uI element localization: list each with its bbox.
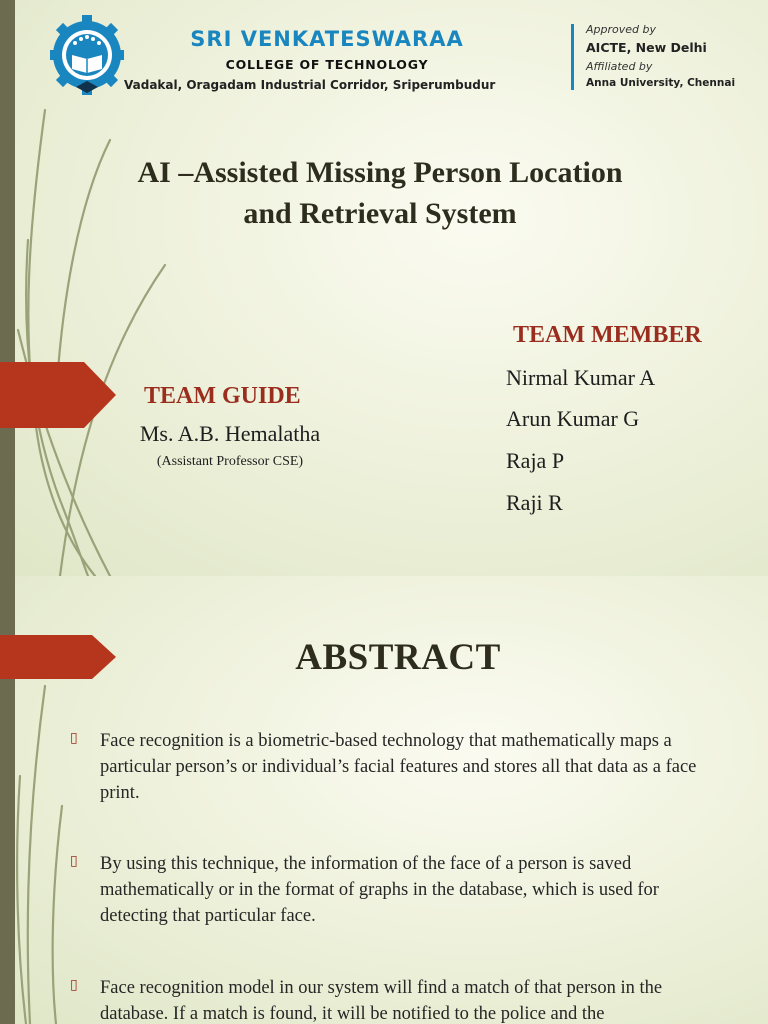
abstract-title: ABSTRACT <box>295 637 501 678</box>
college-name: SRI VENKATESWARAA <box>190 27 464 51</box>
approved-by-label: Approved by <box>586 23 656 36</box>
abstract-slide <box>0 576 768 1024</box>
affiliated-by-label: Affiliated by <box>586 60 653 73</box>
approval-divider <box>571 24 574 90</box>
team-guide-heading: TEAM GUIDE <box>144 383 301 409</box>
approved-by-value: AICTE, New Delhi <box>586 40 707 55</box>
project-title <box>60 152 700 234</box>
project-title-line-2: and Retrieval System <box>243 197 517 230</box>
college-subtitle: COLLEGE OF TECHNOLOGY <box>225 57 429 72</box>
team-member-heading: TEAM MEMBER <box>513 322 702 348</box>
bullet-marker-icon: ▯ <box>70 977 78 993</box>
bullet-marker-icon: ▯ <box>70 853 78 869</box>
project-title-line-1: AI –Assisted Missing Person Location <box>137 156 623 189</box>
team-member-name: Raji R <box>506 490 563 515</box>
guide-name: Ms. A.B. Hemalatha <box>139 421 321 446</box>
bullet-marker-icon: ▯ <box>70 730 78 746</box>
abstract-bullet-text: Face recognition is a biometric-based technology that mathematically maps a particular person’s or individual’s facial features and stores all that data as a face print. <box>100 731 697 803</box>
team-member-name: Nirmal Kumar A <box>506 365 656 390</box>
abstract-bullet-text: By using this technique, the information of the face of a person is saved mathematically or in the format of graphs in the database, which is used for detecting that particular face. <box>100 854 659 926</box>
red-pointer-shape <box>0 635 118 679</box>
college-address: Vadakal, Oragadam Industrial Corridor, Sriperumbudur <box>124 78 496 92</box>
team-member-name: Raja P <box>506 448 565 473</box>
abstract-bullet-text: Face recognition model in our system will find a match of that person in the database. If a match is found, it will be notified to the police and the <box>100 978 663 1024</box>
affiliated-by-value: Anna University, Chennai <box>586 77 736 89</box>
guide-role: (Assistant Professor CSE) <box>156 454 304 469</box>
red-pointer-shape <box>0 362 118 428</box>
college-logo-icon <box>50 15 124 99</box>
team-member-name: Arun Kumar G <box>506 406 640 431</box>
